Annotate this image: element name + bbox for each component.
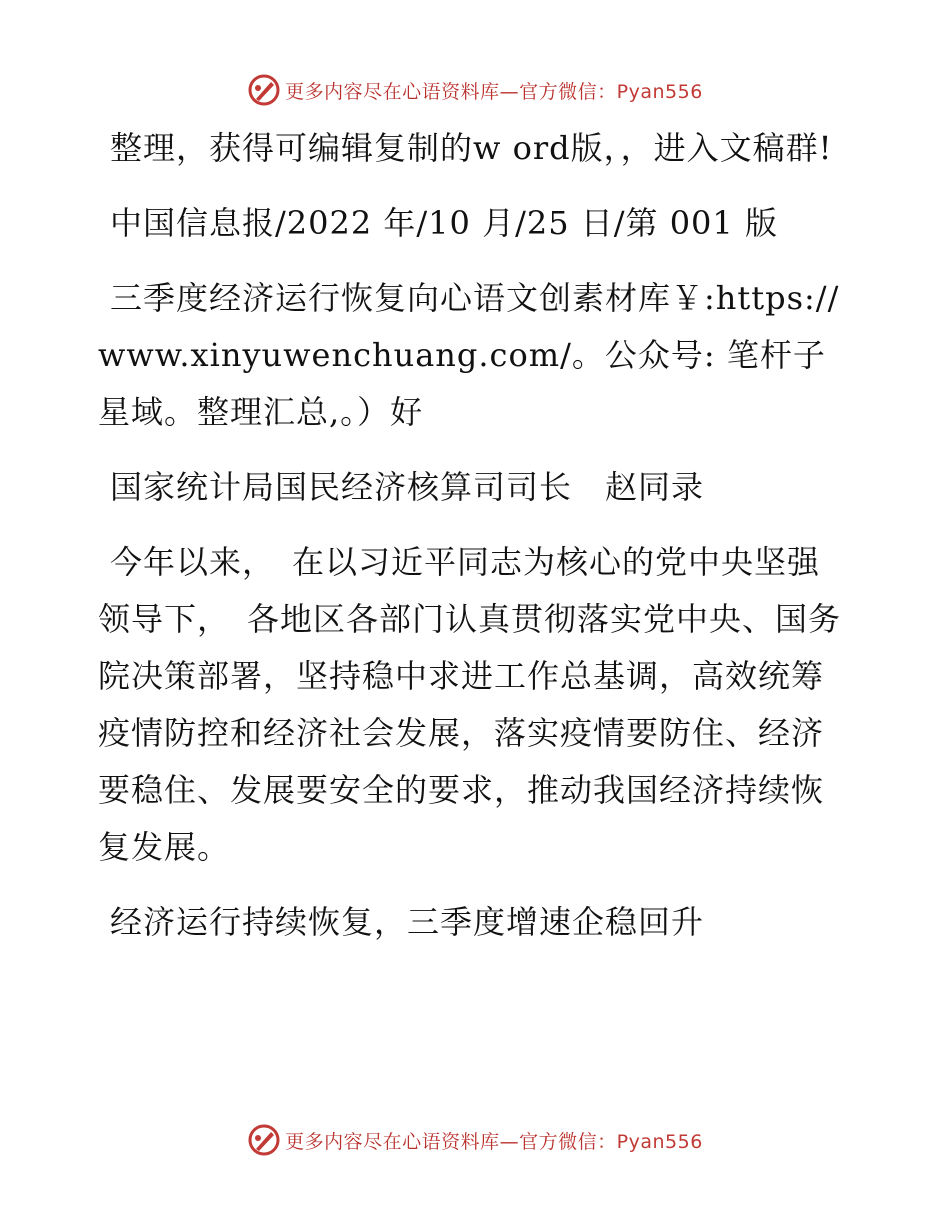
intro-paragraph: 整理，获得可编辑复制的w ord版，，进入文稿群! (110, 129, 833, 167)
pen-nib-logo-icon (247, 73, 281, 107)
footer-banner (0, 1118, 950, 1162)
article-title: 三季度经济运行恢复向心语文创素材库￥:https://www.xinyuwenchuang.com/。公众号: 笔杆子星域。整理汇总,。）好 (98, 279, 840, 431)
banner-text (285, 1127, 703, 1154)
wechat-handle: Pyan556 (616, 80, 703, 103)
header-banner (0, 68, 950, 112)
banner-text (285, 77, 703, 104)
document-body (98, 120, 850, 969)
wechat-handle: Pyan556 (616, 1130, 703, 1153)
section-heading: 经济运行持续恢复，三季度增速企稳回升 (110, 903, 705, 941)
pen-nib-logo-icon (247, 1123, 281, 1157)
author-line: 国家统计局国民经济核算司司长 赵同录 (110, 468, 705, 506)
banner-label: 更多内容尽在心语资料库—官方微信： (285, 1130, 617, 1153)
source-line: 中国信息报/2022 年/10 月/25 日/第 001 版 (110, 204, 778, 242)
body-paragraph: 今年以来， 在以习近平同志为核心的党中央坚强领导下， 各地区各部门认真贯彻落实党中央、国务院决策部署，坚持稳中求进工作总基调，高效统筹疫情防控和经济社会发展，落实疫情要防住、经济要稳住、发展要安全的要求，推动我国经济持续恢复发展。 (98, 543, 842, 866)
banner-label: 更多内容尽在心语资料库—官方微信： (285, 80, 617, 103)
